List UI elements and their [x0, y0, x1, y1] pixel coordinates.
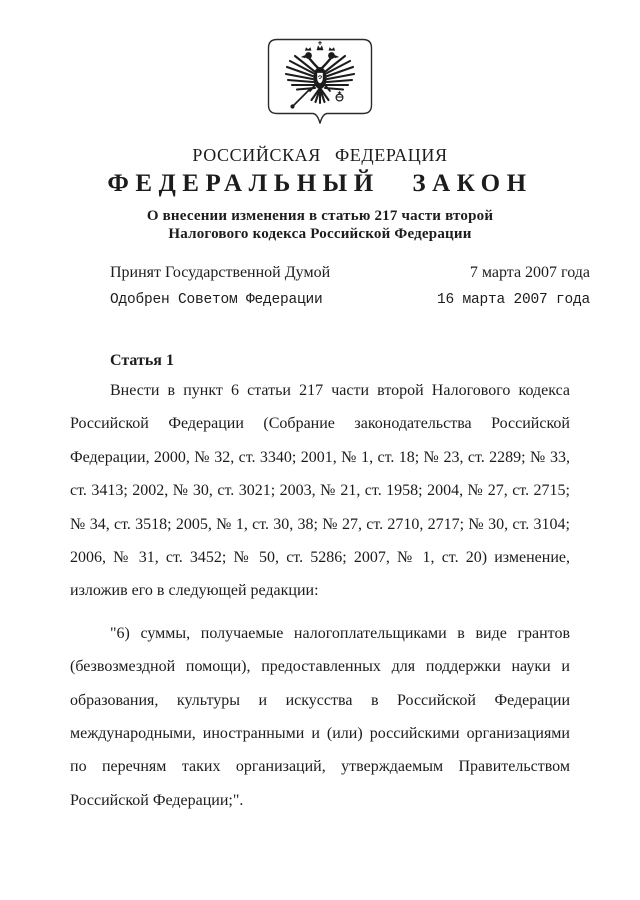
approved-by-council-date: 16 марта 2007 года	[436, 292, 590, 308]
adopted-by-duma-date: 7 марта 2007 года	[469, 264, 590, 281]
approved-by-council-label: Одобрен Советом Федерации	[110, 292, 323, 308]
adopted-by-duma-row	[110, 263, 590, 283]
article-1-heading: Статья 1	[110, 352, 174, 369]
approved-by-council-row	[110, 290, 590, 310]
russian-coat-of-arms	[267, 38, 373, 134]
adopted-by-duma-label: Принят Государственной Думой	[110, 264, 331, 281]
double-headed-eagle-icon	[267, 38, 373, 134]
adoption-block	[110, 263, 590, 310]
document-type-heading: ФЕДЕРАЛЬНЫЙ ЗАКОН	[107, 170, 533, 197]
law-title-line-1: О внесении изменения в статью 217 части второй	[146, 208, 494, 224]
law-body	[70, 374, 570, 817]
law-title-line-2: Налогового кодекса Российской Федерации	[168, 225, 472, 242]
double-headed-eagle	[286, 41, 354, 108]
country-name-heading: РОССИЙСКАЯ ФЕДЕРАЦИЯ	[192, 145, 448, 165]
law-title	[0, 208, 640, 243]
paragraph-new-wording: "6) суммы, получаемые налогоплательщиками в виде грантов (безвозмездной помощи), предоставленных для поддержки науки и образования, культуры и искусства в Российской Федерации международными, иностранными и (или) российскими организациями по перечням таких организаций, утверждаемым Правительством Российской Федерации;".	[70, 624, 570, 809]
paragraph-amendment-intro: Внести в пункт 6 статьи 217 части второй Налогового кодекса Российской Федерации (Собрание законодательства Российской Федерации, 2000, № 32, ст. 3340; 2001, № 1, ст. 18; № 23, ст. 2289; № 33, ст. 3413; 2002, № 30, ст. 3021; 2003, № 21, ст. 1958; 2004, № 27, ст. 2715; № 34, ст. 3518; 2005, № 1, ст. 30, 38; № 27, ст. 2710, 2717; № 30, ст. 3104; 2006, № 31, ст. 3452; № 50, ст. 5286; 2007, № 1, ст. 20) изменение, изложив его в следующей редакции:	[70, 382, 570, 600]
